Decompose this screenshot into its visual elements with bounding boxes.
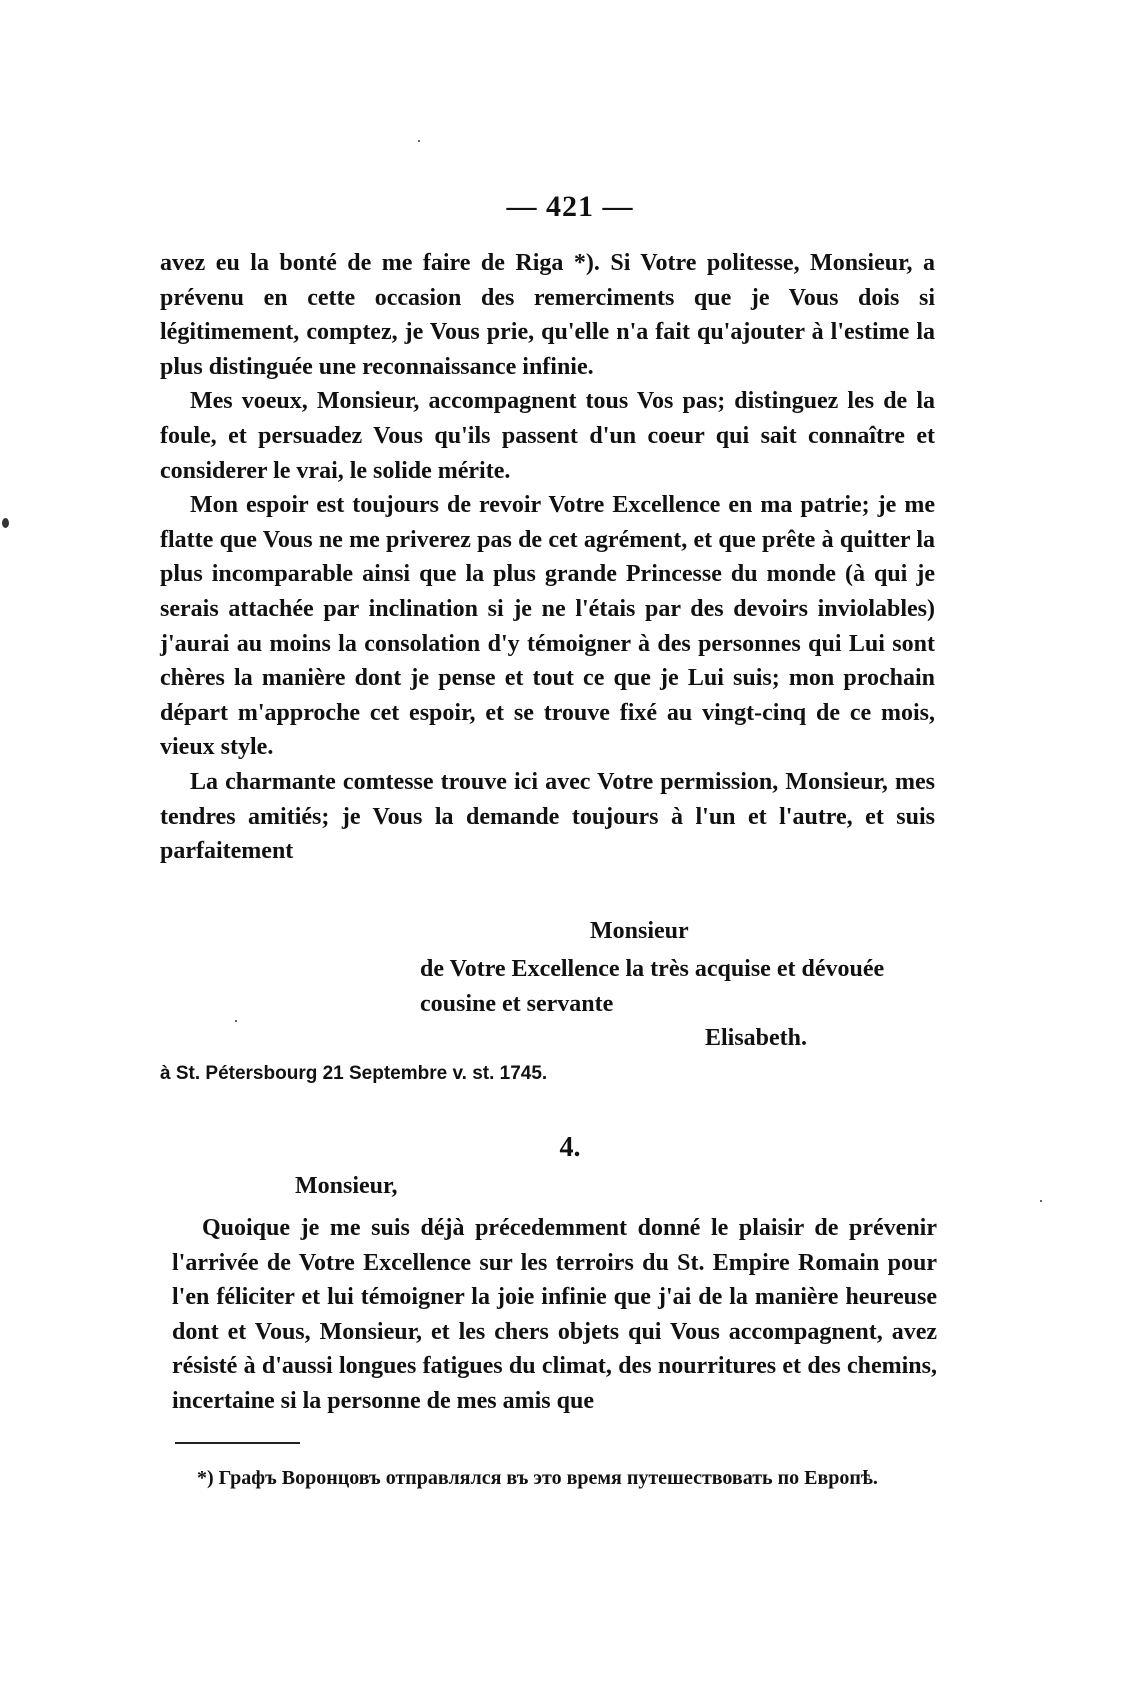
- paragraph: La charmante comtesse trouve ici avec Votre permission, Monsieur, mes tendres amitiés; je Vous la demande toujours à l'un et l'autre, et suis parfaitement: [160, 768, 935, 865]
- letter-greeting: Monsieur,: [295, 1173, 398, 1199]
- dateline: à St. Pétersbourg 21 Septembre v. st. 1745.: [160, 1063, 548, 1084]
- closing-formula: [420, 952, 960, 1021]
- scan-speck: [1040, 1200, 1042, 1202]
- footnote-divider: [175, 1442, 300, 1444]
- scan-speck: [418, 140, 420, 142]
- closing-salutation: Monsieur: [590, 918, 689, 944]
- page-number: — 421 —: [506, 190, 634, 223]
- footnote: *) Графъ Воронцовъ отправлялся въ это время путешествовать по Европѣ.: [197, 1467, 878, 1489]
- signature: Elisabeth.: [705, 1025, 808, 1051]
- closing-line: de Votre Excellence la très acquise et dévouée: [420, 956, 885, 982]
- scan-speck: [235, 1020, 237, 1022]
- paragraph: Mon espoir est toujours de revoir Votre Excellence en ma patrie; je me flatte que Vous ne me priverez pas de cet agrément, et que prête à quitter la plus incomparable ainsi que la plus grande Princesse du monde (à qui je serais attachée par inclination si je ne l'étais par des devoirs inviolables) j'aurai au moins la consolation d'y témoigner à des personnes qui Lui sont chères la manière dont je pense et tout ce que je Lui suis; mon prochain départ m'approche cet espoir, et se trouve fixé au vingt-cinq de ce mois, vieux style.: [160, 492, 935, 761]
- scan-speck: [2, 518, 9, 528]
- closing-line: cousine et servante: [420, 990, 614, 1017]
- section-number: 4.: [559, 1132, 581, 1163]
- paragraph: Quoique je me suis déjà précedemment donné le plaisir de prévenir l'arrivée de Votre Excellence sur les terroirs du St. Empire Romain pour l'en féliciter et lui témoigner la joie infinie que j'ai de la manière heureuse dont et Vous, Monsieur, et les chers objets qui Vous accompagnent, avez résisté à d'aussi longues fatigues du climat, des nourritures et des chemins, incertaine si la personne de mes amis que: [172, 1215, 937, 1414]
- letter-body: [172, 1211, 937, 1419]
- paragraph: Mes voeux, Monsieur, accompagnent tous Vos pas; distinguez les de la foule, et persuadez Vous qu'ils passent d'un coeur qui sait connaître et considerer le vrai, le solide mérite.: [160, 388, 935, 484]
- letter-body: [160, 246, 935, 869]
- paragraph: avez eu la bonté de me faire de Riga *). Si Votre politesse, Monsieur, a prévenu en cette occasion des remerciments que je Vous dois si légitimement, comptez, je Vous prie, qu'elle n'a fait qu'ajouter à l'estime la plus distinguée une reconnaissance infinie.: [160, 250, 935, 380]
